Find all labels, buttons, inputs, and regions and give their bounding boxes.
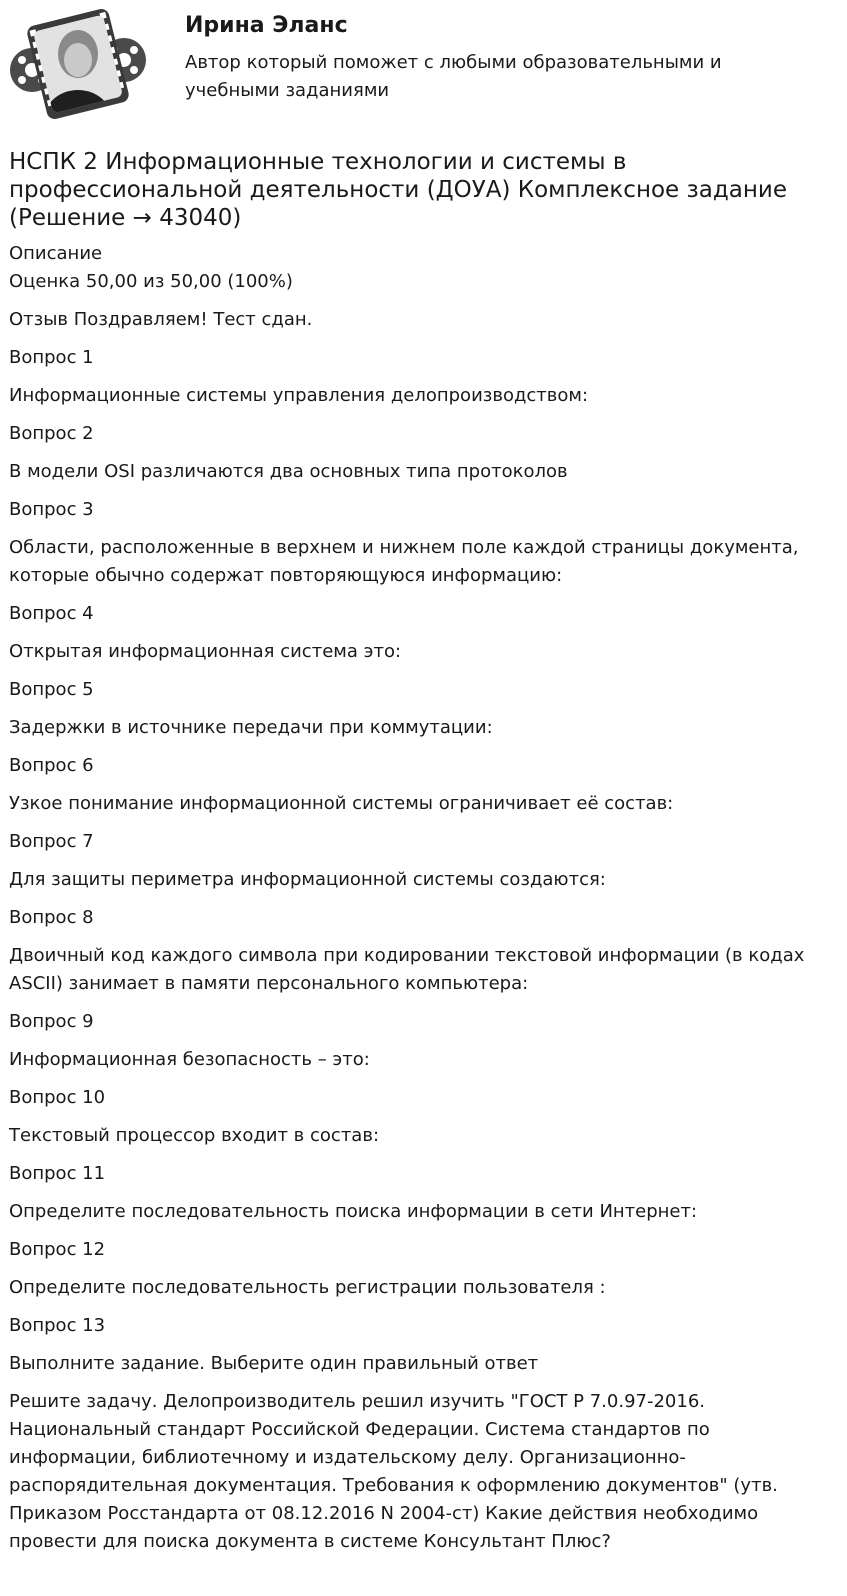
question-text: Для защиты периметра информационной системы создаются: [9,869,606,890]
question-text: Текстовый процессор входит в состав: [9,1125,380,1146]
question-label: Вопрос 5 [9,679,94,700]
question-block [9,1084,839,1150]
question-label: Вопрос 12 [9,1239,106,1260]
question-text: Двоичный код каждого символа при кодировании текстовой информации (в кодах ASCII) занимает в памяти персонального компьютера: [9,945,805,994]
question-label: Вопрос 2 [9,423,94,444]
question-block [9,1008,839,1074]
question-block [9,904,839,998]
review-line: Отзыв Поздравляем! Тест сдан. [9,309,313,330]
page-title: НСПК 2 Информационные технологии и системы в профессиональной деятельности (ДОУА) Комплексное задание (Решение → 43040) [9,149,787,231]
question-block [9,344,839,410]
task-text: Решите задачу. Делопроизводитель решил изучить "ГОСТ Р 7.0.97-2016. Национальный стандарт Российской Федерации. Система стандартов по информации, библиотечному и издательскому делу. Организационно-распорядительная документация. Требования к оформлению документов" (утв. Приказом Росстандарта от 08.12.2016 N 2004-ст) Какие действия необходимо провести для поиска документа в системе Консультант Плюс? [9,1391,778,1552]
question-label: Вопрос 4 [9,603,94,624]
question-block [9,1312,839,1378]
description-label: Описание [9,243,103,264]
question-label: Вопрос 1 [9,347,94,368]
question-label: Вопрос 9 [9,1011,94,1032]
author-header [0,0,847,140]
question-block [9,1160,839,1226]
question-label: Вопрос 7 [9,831,94,852]
question-text: Открытая информационная система это: [9,641,402,662]
question-label: Вопрос 3 [9,499,94,520]
question-block [9,676,839,742]
question-block [9,496,839,590]
question-text: Области, расположенные в верхнем и нижнем поле каждой страницы документа, которые обычно содержат повторяющуюся информацию: [9,537,799,586]
question-label: Вопрос 13 [9,1315,106,1336]
question-text: Узкое понимание информационной системы ограничивает её состав: [9,793,674,814]
question-text: Задержки в источнике передачи при коммутации: [9,717,493,738]
score-line: Оценка 50,00 из 50,00 (100%) [9,271,293,292]
question-text: Определите последовательность регистрации пользователя : [9,1277,606,1298]
question-block [9,1236,839,1302]
question-block [9,420,839,486]
film-reel-portrait-icon [8,8,148,126]
author-name: Ирина Эланс [185,13,348,38]
question-label: Вопрос 8 [9,907,94,928]
task-content [9,240,839,1556]
question-block [9,828,839,894]
question-block [9,752,839,818]
author-description: Автор который поможет с любыми образовательными и учебными заданиями [185,52,722,101]
question-block [9,600,839,666]
question-text: В модели OSI различаются два основных типа протоколов [9,461,568,482]
question-text: Информационная безопасность – это: [9,1049,370,1070]
question-label: Вопрос 10 [9,1087,106,1108]
question-text: Выполните задание. Выберите один правильный ответ [9,1353,539,1374]
question-label: Вопрос 11 [9,1163,106,1184]
question-label: Вопрос 6 [9,755,94,776]
question-text: Информационные системы управления делопроизводством: [9,385,589,406]
question-text: Определите последовательность поиска информации в сети Интернет: [9,1201,698,1222]
